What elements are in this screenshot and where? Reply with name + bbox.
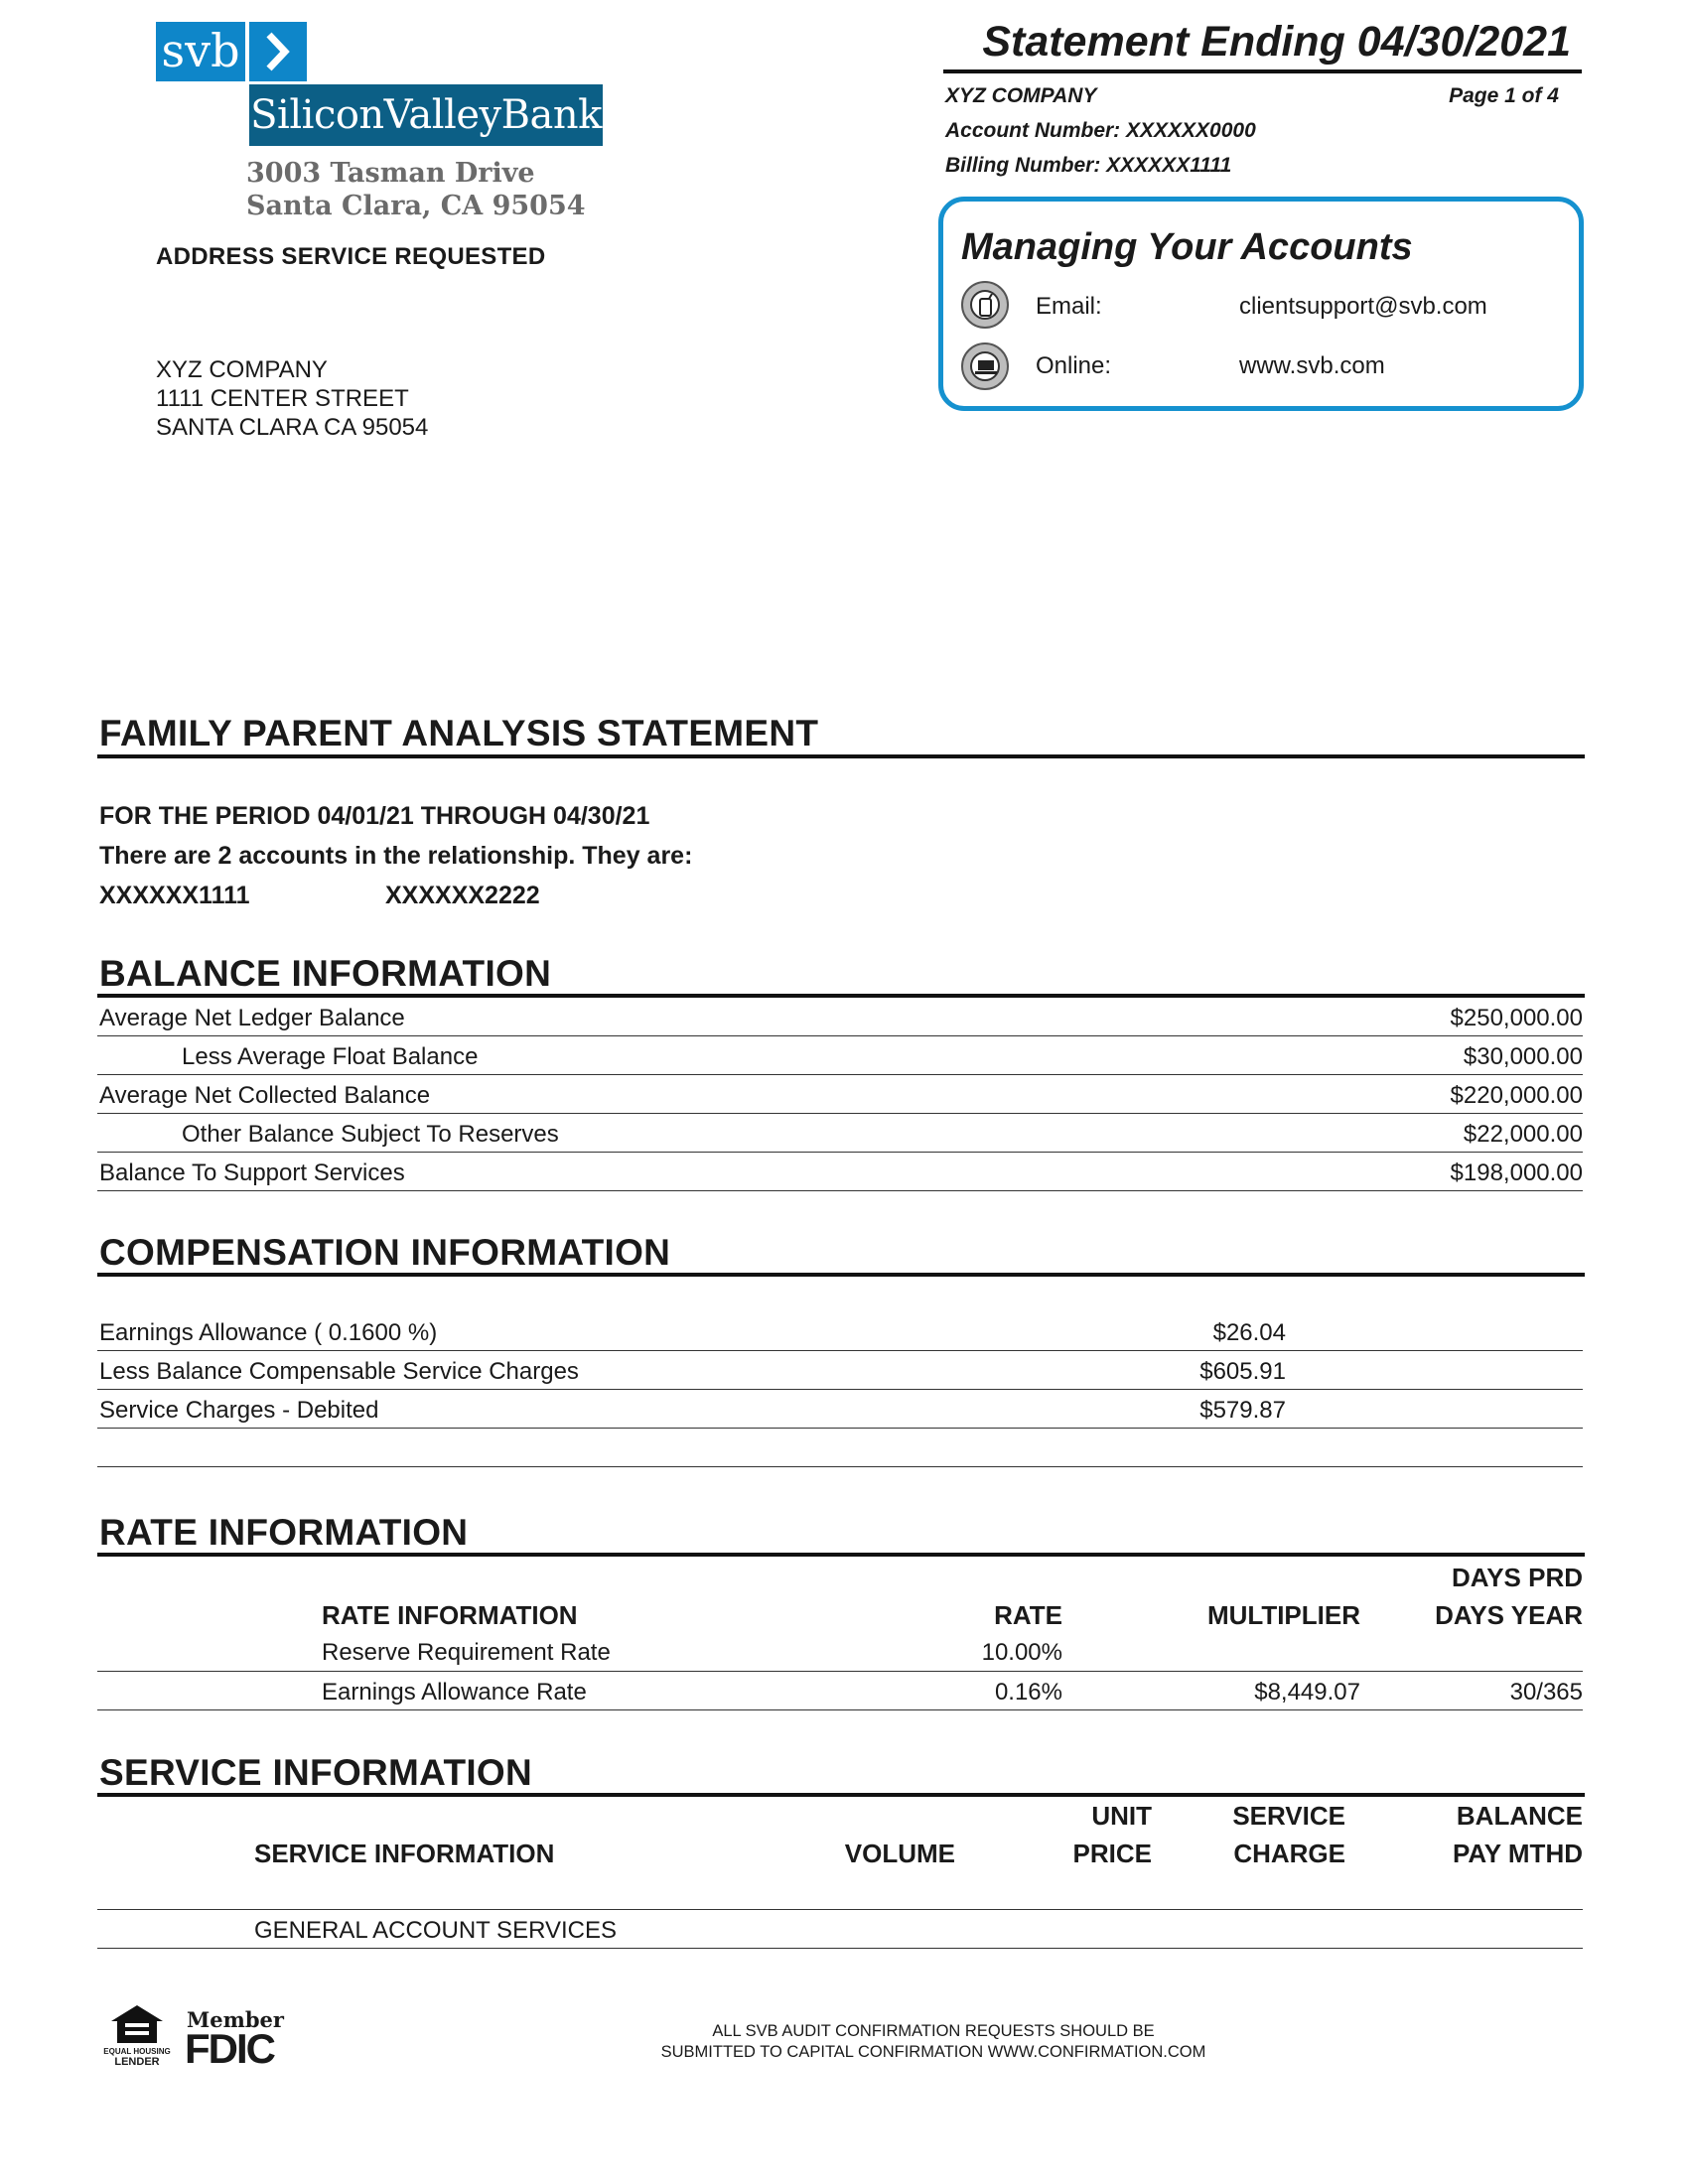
bank-address bbox=[246, 157, 586, 222]
balance-rule bbox=[97, 994, 1585, 998]
balance-row-label: Average Net Collected Balance bbox=[99, 1082, 431, 1109]
fdic-logo: FDIC bbox=[185, 2025, 274, 2072]
row-divider bbox=[97, 1671, 1583, 1672]
bank-address-line1: 3003 Tasman Drive bbox=[246, 158, 535, 189]
row-divider bbox=[97, 1948, 1583, 1949]
service-rule bbox=[97, 1793, 1585, 1797]
row-divider bbox=[97, 1035, 1583, 1036]
compensation-row-amount: $605.91 bbox=[1199, 1358, 1286, 1385]
rate-header-days-line2: DAYS YEAR bbox=[1435, 1600, 1583, 1630]
account-2: XXXXXX2222 bbox=[385, 882, 540, 909]
recipient-name: XYZ COMPANY bbox=[156, 356, 328, 383]
confirmation-notice-line1: ALL SVB AUDIT CONFIRMATION REQUESTS SHOULD BE bbox=[712, 2022, 1155, 2040]
service-row-name: GENERAL ACCOUNT SERVICES bbox=[254, 1917, 617, 1944]
compensation-row-label: Less Balance Compensable Service Charges bbox=[99, 1358, 579, 1385]
account-1: XXXXXX1111 bbox=[99, 882, 250, 909]
row-divider bbox=[97, 1074, 1583, 1075]
balance-row-amount: $198,000.00 bbox=[1450, 1160, 1583, 1186]
confirmation-notice-line2: SUBMITTED TO CAPITAL CONFIRMATION WWW.CONFIRMATION.COM bbox=[660, 2043, 1206, 2061]
compensation-row-amount: $579.87 bbox=[1199, 1397, 1286, 1424]
rate-row-days: 30/365 bbox=[1509, 1679, 1583, 1706]
statement-company: XYZ COMPANY bbox=[945, 84, 1097, 107]
row-divider bbox=[97, 1466, 1583, 1467]
rate-row-rate: 10.00% bbox=[981, 1639, 1062, 1666]
recipient-city: SANTA CLARA CA 95054 bbox=[156, 414, 429, 441]
row-divider bbox=[97, 1389, 1583, 1390]
row-divider bbox=[97, 1909, 1583, 1910]
analysis-period: FOR THE PERIOD 04/01/21 THROUGH 04/30/21 bbox=[99, 802, 650, 830]
phone-icon bbox=[961, 281, 1009, 329]
fdic-member-label: Member bbox=[187, 2007, 284, 2032]
balance-row-amount: $30,000.00 bbox=[1463, 1043, 1583, 1070]
address-service-requested: ADDRESS SERVICE REQUESTED bbox=[156, 243, 546, 270]
email-link[interactable]: clientsupport@svb.com bbox=[1239, 293, 1487, 320]
balance-row-amount: $250,000.00 bbox=[1450, 1005, 1583, 1031]
rate-section-title: RATE INFORMATION bbox=[99, 1512, 469, 1553]
service-header-balance-line1: BALANCE bbox=[1456, 1801, 1583, 1831]
service-header-unit-line2: PRICE bbox=[1072, 1839, 1152, 1868]
balance-row-amount: $22,000.00 bbox=[1463, 1121, 1583, 1148]
balance-row-label: Balance To Support Services bbox=[99, 1160, 405, 1186]
online-link[interactable]: www.svb.com bbox=[1239, 352, 1385, 379]
statement-title: Statement Ending 04/30/2021 bbox=[982, 18, 1571, 66]
service-header-volume: VOLUME bbox=[844, 1839, 955, 1868]
svb-logo-wordmark: SiliconValleyBank bbox=[249, 84, 603, 146]
compensation-row-amount: $26.04 bbox=[1212, 1319, 1286, 1346]
laptop-icon bbox=[961, 342, 1009, 390]
accounts-intro: There are 2 accounts in the relationship. They are: bbox=[99, 842, 693, 870]
service-header-charge-line2: CHARGE bbox=[1233, 1839, 1345, 1868]
analysis-title: FAMILY PARENT ANALYSIS STATEMENT bbox=[99, 713, 819, 753]
equal-housing-caption bbox=[103, 2047, 171, 2068]
balance-section-title: BALANCE INFORMATION bbox=[99, 953, 552, 994]
row-divider bbox=[97, 1350, 1583, 1351]
rate-header-name: RATE INFORMATION bbox=[322, 1600, 578, 1630]
svb-logo-mark: svb bbox=[156, 22, 245, 81]
rate-header-multiplier: MULTIPLIER bbox=[1206, 1600, 1360, 1630]
service-section-title: SERVICE INFORMATION bbox=[99, 1752, 533, 1793]
compensation-row-label: Earnings Allowance ( 0.1600 %) bbox=[99, 1319, 438, 1346]
rate-row-multiplier: $8,449.07 bbox=[1254, 1679, 1360, 1706]
confirmation-notice bbox=[556, 2021, 1311, 2063]
service-header-balance-line2: PAY MTHD bbox=[1453, 1839, 1583, 1868]
row-divider bbox=[97, 1190, 1583, 1191]
compensation-section-title: COMPENSATION INFORMATION bbox=[99, 1232, 671, 1273]
balance-row-label: Less Average Float Balance bbox=[182, 1043, 479, 1070]
analysis-rule bbox=[97, 754, 1585, 758]
recipient-address bbox=[156, 355, 428, 442]
row-divider bbox=[97, 1428, 1583, 1429]
rate-header-rate: RATE bbox=[994, 1600, 1062, 1630]
service-header-charge-line1: SERVICE bbox=[1232, 1801, 1345, 1831]
billing-number: Billing Number: XXXXXX1111 bbox=[945, 154, 1232, 177]
compensation-row-label: Service Charges - Debited bbox=[99, 1397, 379, 1424]
rate-row-name: Reserve Requirement Rate bbox=[322, 1639, 611, 1666]
recipient-street: 1111 CENTER STREET bbox=[156, 385, 409, 412]
statement-title-rule bbox=[943, 69, 1582, 73]
row-divider bbox=[97, 1152, 1583, 1153]
row-divider bbox=[97, 1709, 1583, 1710]
equal-housing-caption-line1: EQUAL HOUSING bbox=[103, 2047, 171, 2056]
balance-row-amount: $220,000.00 bbox=[1450, 1082, 1583, 1109]
page-number: Page 1 of 4 bbox=[1449, 84, 1559, 107]
service-header-unit-line1: UNIT bbox=[1091, 1801, 1152, 1831]
compensation-rule bbox=[97, 1273, 1585, 1277]
equal-housing-caption-line2: LENDER bbox=[114, 2056, 160, 2068]
chevron-right-icon bbox=[249, 22, 307, 81]
email-label: Email: bbox=[1036, 293, 1102, 320]
rate-row-rate: 0.16% bbox=[994, 1679, 1062, 1706]
rate-row-name: Earnings Allowance Rate bbox=[322, 1679, 587, 1706]
account-number: Account Number: XXXXXX0000 bbox=[945, 119, 1256, 142]
rate-rule bbox=[97, 1553, 1585, 1557]
balance-row-label: Average Net Ledger Balance bbox=[99, 1005, 405, 1031]
rate-header-days-line1: DAYS PRD bbox=[1452, 1563, 1583, 1592]
bank-address-line2: Santa Clara, CA 95054 bbox=[246, 191, 586, 221]
online-label: Online: bbox=[1036, 352, 1112, 379]
managing-accounts-title: Managing Your Accounts bbox=[961, 226, 1413, 268]
service-header-name: SERVICE INFORMATION bbox=[254, 1839, 555, 1868]
row-divider bbox=[97, 1113, 1583, 1114]
balance-row-label: Other Balance Subject To Reserves bbox=[182, 1121, 559, 1148]
